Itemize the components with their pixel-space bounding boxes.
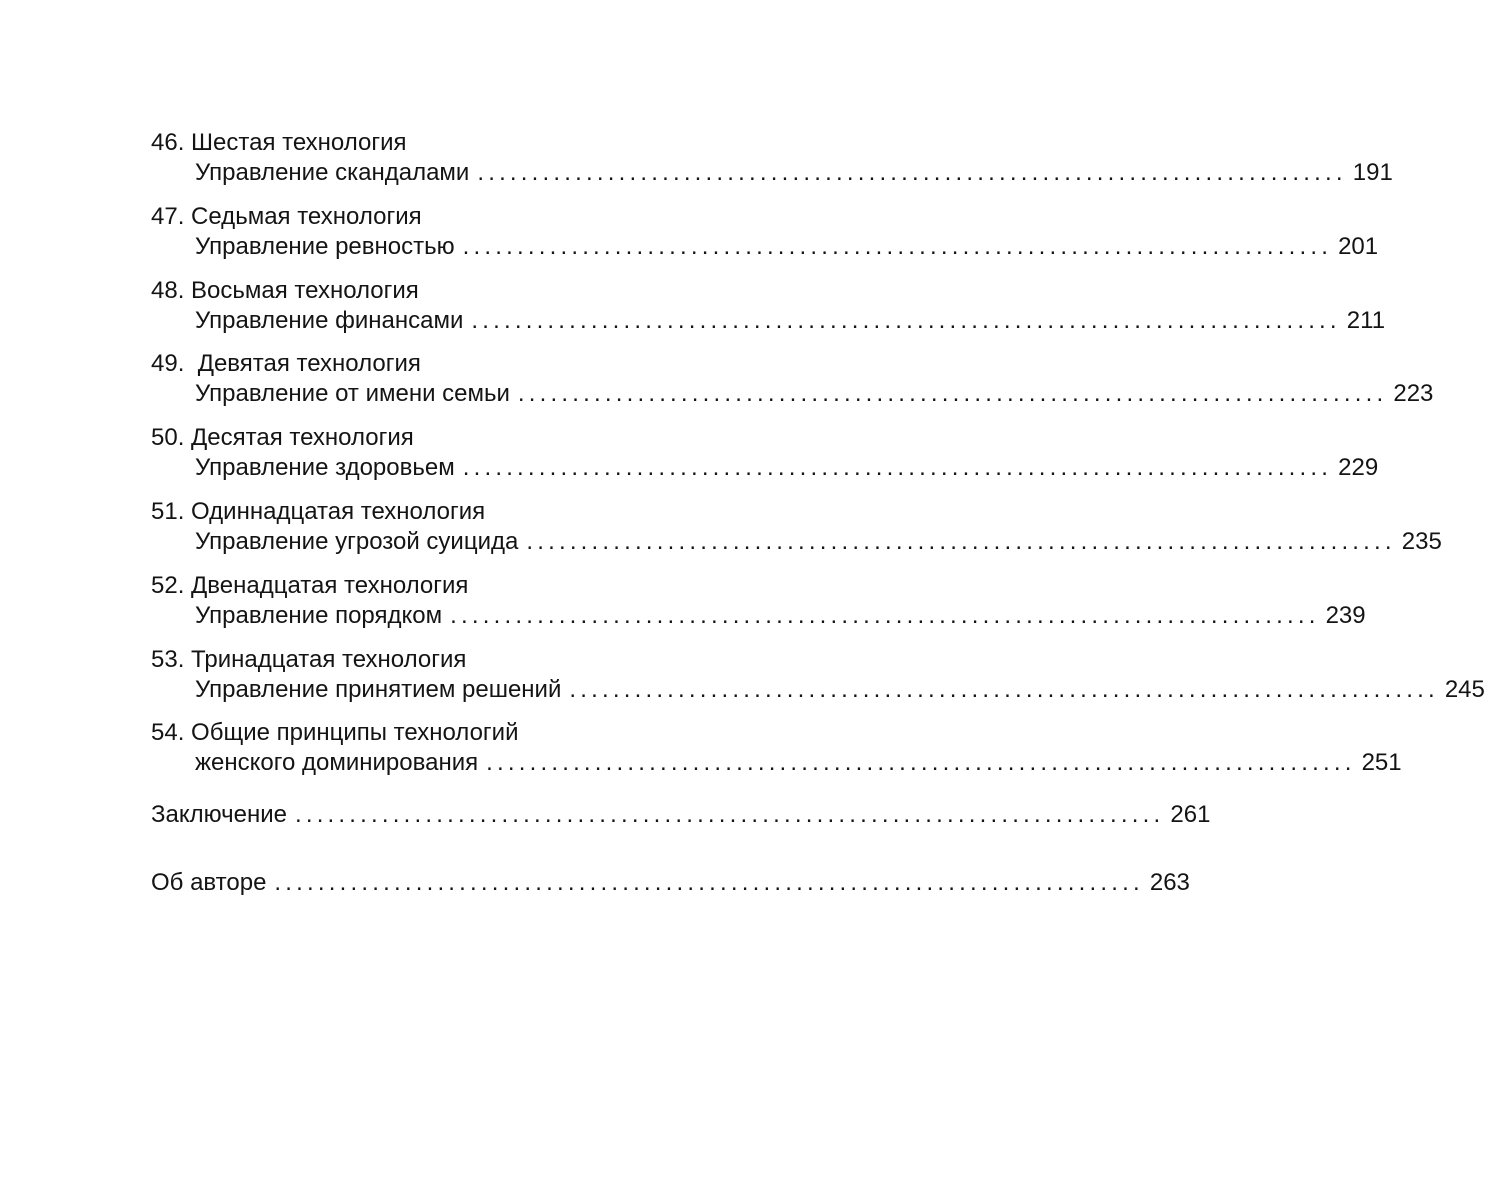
toc-entry-page: 261: [1170, 801, 1211, 829]
toc-entry[interactable]: [151, 128, 1393, 188]
toc-entry-line: [151, 675, 1485, 705]
toc-entry-page: 191: [1352, 159, 1393, 186]
toc-entry-title: Управление принятием решений: [195, 675, 562, 703]
toc-entry-heading: 47. Седьмая технология: [151, 202, 422, 230]
dot-leader: ................................................................................: [462, 454, 1333, 482]
toc-entry-page: 263: [1149, 869, 1190, 897]
toc-entry-title: женского доминирования: [195, 749, 479, 777]
toc-entry-page: 245: [1444, 675, 1485, 703]
dot-leader: ................................................................................: [486, 749, 1356, 777]
toc-entry-line: [151, 453, 1379, 483]
toc-entry-heading: 51. Одиннадцатая технология: [151, 497, 486, 525]
dot-leader: ................................................................................: [526, 527, 1396, 555]
table-of-contents: [151, 128, 1485, 898]
toc-entry[interactable]: [151, 202, 1379, 262]
toc-entry-heading: 50. Десятая технология: [151, 424, 414, 452]
toc-entry-page: 223: [1393, 380, 1434, 408]
toc-entry-line: [151, 527, 1442, 557]
toc-entry[interactable]: [151, 276, 1386, 336]
toc-entry-heading: 52. Двенадцатая технология: [151, 571, 469, 599]
toc-entry-title: Заключение: [151, 801, 287, 829]
dot-leader: ................................................................................: [462, 232, 1333, 260]
toc-entry[interactable]: [151, 718, 1402, 778]
toc-entry-title: Управление угрозой суицида: [195, 527, 519, 555]
toc-entry-title: Управление от имени семьи: [195, 380, 510, 408]
toc-entry[interactable]: [151, 645, 1485, 705]
dot-leader: ................................................................................: [450, 601, 1320, 629]
dot-leader: ................................................................................: [569, 675, 1439, 703]
toc-entry-line: [151, 748, 1402, 778]
toc-entry-line: [151, 306, 1386, 336]
dot-leader: ................................................................................: [294, 801, 1165, 829]
toc-entry[interactable]: [151, 423, 1379, 483]
toc-entry-heading: 46. Шестая технология: [151, 129, 407, 156]
toc-entry-page: 211: [1346, 306, 1386, 334]
toc-entry-title: Управление порядком: [195, 601, 443, 629]
toc-entry-line: [151, 379, 1434, 409]
toc-entry-line: [151, 232, 1379, 262]
toc-entry-conclusion[interactable]: [151, 800, 1211, 830]
toc-entry-page: 239: [1325, 601, 1366, 629]
toc-entry-title: Управление финансами: [195, 306, 464, 334]
toc-entry-line: [151, 158, 1393, 188]
toc-entry-heading: 54. Общие принципы технологий: [151, 719, 519, 747]
dot-leader: ................................................................................: [477, 159, 1347, 186]
toc-entry-title: Управление здоровьем: [195, 454, 455, 482]
dot-leader: ................................................................................: [517, 380, 1388, 408]
dot-leader: ................................................................................: [274, 869, 1144, 897]
toc-entry-heading: 48. Восьмая технология: [151, 276, 419, 304]
toc-entry-heading: 53. Тринадцатая технология: [151, 645, 467, 673]
toc-entry-heading: 49. Девятая технология: [151, 350, 421, 378]
toc-entry-page: 201: [1338, 232, 1379, 260]
toc-entry[interactable]: [151, 497, 1442, 557]
toc-entry-title: Управление ревностью: [195, 232, 455, 260]
toc-entry[interactable]: [151, 349, 1434, 409]
toc-entry-page: 251: [1361, 749, 1402, 777]
dot-leader: ................................................................................: [471, 306, 1341, 334]
toc-entry-title: Управление скандалами: [195, 159, 470, 186]
toc-entry-page: 229: [1338, 454, 1379, 482]
toc-entry-line: [151, 601, 1366, 631]
toc-entry-title: Об авторе: [151, 869, 267, 897]
toc-entry-page: 235: [1401, 527, 1442, 555]
toc-entry[interactable]: [151, 571, 1366, 631]
toc-entry-about-author[interactable]: [151, 868, 1190, 898]
